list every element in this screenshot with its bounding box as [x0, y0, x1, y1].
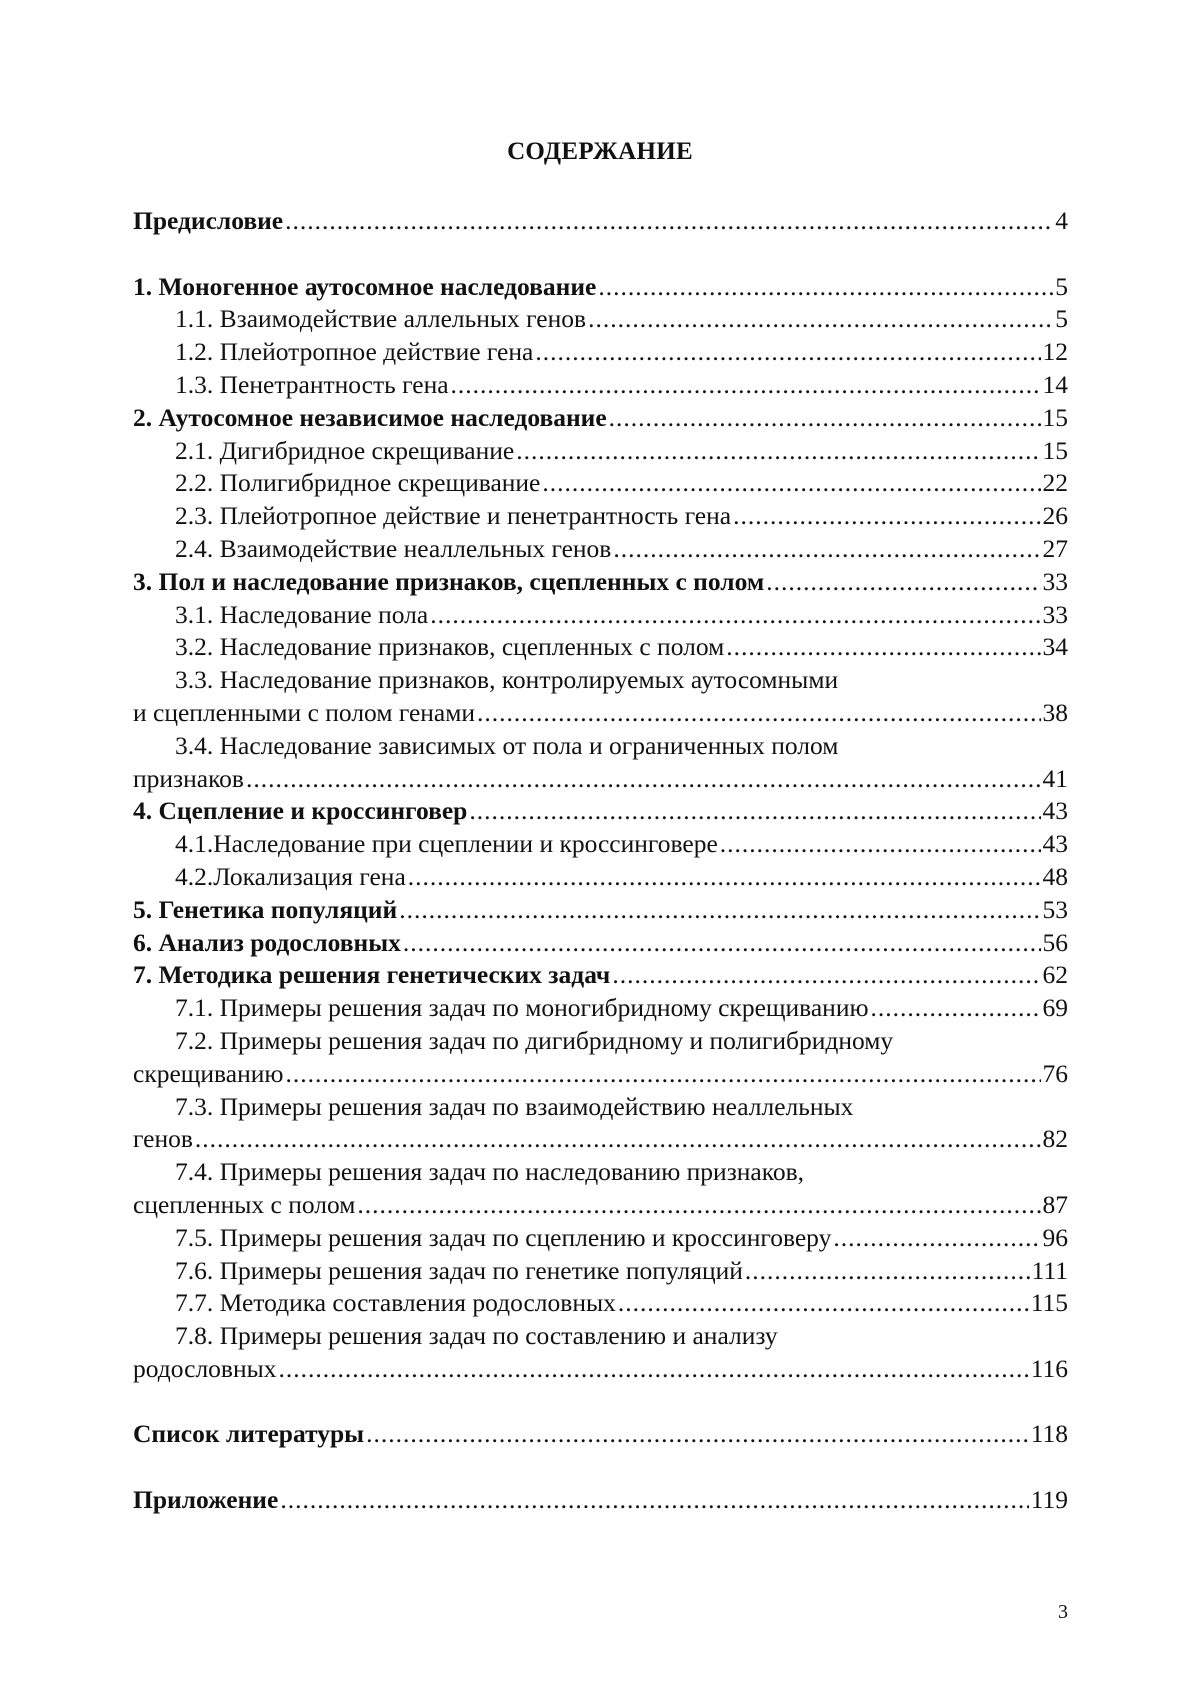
toc-entry-label: 7.2. Примеры решения задач по дигибридному и полигибридному [175, 1025, 894, 1055]
toc-entry [133, 369, 1068, 402]
toc-entry-page: 87 [1042, 1189, 1068, 1219]
toc-entry [133, 303, 1068, 336]
dot-leader [477, 697, 1040, 730]
toc-entry [133, 1287, 1068, 1320]
page-number: 3 [1058, 1601, 1068, 1623]
toc-entry-label: 2. Аутосомное независимое наследование [133, 402, 607, 432]
toc-entry-page: 26 [1042, 501, 1068, 531]
toc-entry [133, 1156, 1068, 1189]
toc-entry-page: 82 [1042, 1124, 1068, 1154]
table-of-contents [133, 205, 1068, 1517]
dot-leader [357, 1189, 1040, 1222]
toc-entry-label: сцепленных с полом [133, 1189, 356, 1219]
dot-leader [598, 271, 1053, 304]
toc-entry-page: 111 [1031, 1255, 1068, 1285]
dot-leader [399, 894, 1040, 927]
dot-leader [766, 566, 1040, 599]
toc-entry-page: 119 [1030, 1485, 1068, 1515]
toc-entry [133, 1189, 1068, 1222]
toc-entry-label: признаков [133, 763, 244, 793]
toc-entry-page: 15 [1042, 435, 1068, 465]
toc-entry-label: 7. Методика решения генетических задач [133, 960, 611, 990]
toc-entry-page: 115 [1030, 1288, 1068, 1318]
toc-entry-page: 5 [1055, 271, 1068, 301]
toc-entry [133, 599, 1068, 632]
toc-entry-label: 1.1. Взаимодействие аллельных генов [175, 304, 587, 334]
toc-entry-label: 1.2. Плейотропное действие гена [175, 337, 534, 367]
toc-entry-label: 7.4. Примеры решения задач по наследованию признаков, [175, 1157, 804, 1187]
toc-entry-page: 69 [1042, 993, 1068, 1023]
toc-entry-label: 3.1. Наследование пола [175, 599, 429, 629]
toc-entry-page: 118 [1030, 1419, 1068, 1449]
dot-leader [871, 992, 1041, 1025]
toc-entry [133, 894, 1068, 927]
dot-leader [516, 435, 1040, 468]
dot-leader [609, 402, 1041, 435]
toc-entry [133, 205, 1068, 238]
toc-entry-label: 3.4. Наследование зависимых от пола и ограниченных полом [175, 730, 839, 760]
dot-leader [726, 631, 1040, 664]
toc-entry-page: 22 [1042, 468, 1068, 498]
toc-entry-page: 34 [1042, 632, 1068, 662]
toc-entry [133, 467, 1068, 500]
toc-entry [133, 435, 1068, 468]
toc-entry [133, 533, 1068, 566]
toc-entry [133, 1123, 1068, 1156]
toc-entry [133, 271, 1068, 304]
toc-entry-page: 41 [1042, 763, 1068, 793]
toc-entry [133, 1091, 1068, 1124]
toc-entry [133, 828, 1068, 861]
toc-entry-page: 43 [1042, 829, 1068, 859]
toc-entry-page: 48 [1042, 861, 1068, 891]
dot-leader [280, 1484, 1028, 1517]
dot-leader [733, 500, 1040, 533]
toc-entry-label: 5. Генетика популяций [133, 894, 398, 924]
toc-entry-label: 4.2.Локализация гена [175, 861, 406, 891]
dot-leader [279, 1353, 1029, 1386]
toc-entry-label: родословных [133, 1353, 277, 1383]
dot-leader [833, 1222, 1040, 1255]
toc-entry [133, 795, 1068, 828]
dot-leader [613, 533, 1040, 566]
toc-entry-page: 5 [1055, 304, 1068, 334]
toc-entry-label: 3.2. Наследование признаков, сцепленных с полом [175, 632, 725, 662]
toc-entry [133, 402, 1068, 435]
toc-entry-page: 14 [1042, 369, 1068, 399]
toc-entry-page: 43 [1042, 796, 1068, 826]
toc-entry-label: Приложение [133, 1485, 279, 1515]
toc-entry-label: 2.1. Дигибридное скрещивание [175, 435, 515, 465]
toc-entry-label: 7.6. Примеры решения задач по генетике популяций [175, 1255, 743, 1285]
dot-leader [542, 467, 1040, 500]
toc-entry-label: генов [133, 1124, 193, 1154]
page-title: СОДЕРЖАНИЕ [507, 138, 693, 165]
toc-entry [133, 697, 1068, 730]
toc-entry [133, 1025, 1068, 1058]
toc-entry [133, 1418, 1068, 1451]
toc-entry-label: скрещиванию [133, 1058, 284, 1088]
toc-entry [133, 763, 1068, 796]
dot-leader [451, 369, 1041, 402]
toc-entry-label: Предисловие [133, 206, 284, 235]
toc-entry-label: 7.8. Примеры решения задач по составлению и анализу [175, 1321, 778, 1351]
toc-entry [133, 566, 1068, 599]
toc-entry-label: 4.1.Наследование при сцеплении и кроссинговере [175, 829, 718, 859]
toc-entry-label: Список литературы [133, 1419, 365, 1449]
dot-leader [285, 205, 1053, 238]
dot-leader [720, 828, 1041, 861]
toc-entry [133, 631, 1068, 664]
toc-entry [133, 861, 1068, 894]
toc-entry [133, 336, 1068, 369]
toc-entry-page: 56 [1042, 927, 1068, 957]
toc-entry-label: 3. Пол и наследование признаков, сцепленных с полом [133, 566, 765, 596]
dot-leader [285, 1058, 1040, 1091]
toc-entry-label: 7.5. Примеры решения задач по сцеплению и кроссинговеру [175, 1222, 832, 1252]
dot-leader [745, 1255, 1030, 1288]
toc-entry-label: 1. Моногенное аутосомное наследование [133, 271, 597, 301]
toc-entry-label: и сцепленными с полом генами [133, 697, 476, 727]
toc-entry-label: 2.4. Взаимодействие неаллельных генов [175, 533, 612, 563]
toc-entry [133, 730, 1068, 763]
toc-entry [133, 1255, 1068, 1288]
toc-entry-label: 7.1. Примеры решения задач по моногибридному скрещиванию [175, 993, 869, 1023]
toc-entry-page: 15 [1042, 402, 1068, 432]
toc-entry-page: 4 [1055, 206, 1068, 235]
dot-leader [430, 599, 1040, 632]
toc-entry-page: 62 [1042, 960, 1068, 990]
toc-entry-page: 33 [1042, 566, 1068, 596]
dot-leader [469, 795, 1040, 828]
dot-leader [612, 959, 1040, 992]
toc-entry [133, 1353, 1068, 1386]
toc-entry-page: 76 [1042, 1058, 1068, 1088]
toc-entry [133, 992, 1068, 1025]
toc-entry-page: 12 [1042, 337, 1068, 367]
toc-entry [133, 959, 1068, 992]
toc-entry [133, 664, 1068, 697]
toc-entry-page: 27 [1042, 533, 1068, 563]
dot-leader [408, 861, 1041, 894]
toc-entry-page: 53 [1042, 894, 1068, 924]
dot-leader [403, 927, 1041, 960]
toc-entry-label: 7.7. Методика составления родословных [175, 1288, 616, 1318]
toc-entry [133, 500, 1068, 533]
toc-entry-page: 96 [1042, 1222, 1068, 1252]
toc-entry-label: 4. Сцепление и кроссинговер [133, 796, 468, 826]
dot-leader [366, 1418, 1029, 1451]
toc-entry [133, 1058, 1068, 1091]
toc-entry-label: 7.3. Примеры решения задач по взаимодействию неаллельных [175, 1091, 854, 1121]
dot-leader [618, 1287, 1029, 1320]
toc-entry-label: 2.2. Полигибридное скрещивание [175, 468, 541, 498]
toc-entry-page: 33 [1042, 599, 1068, 629]
toc-entry-page: 116 [1030, 1353, 1068, 1383]
toc-entry-label: 3.3. Наследование признаков, контролируемых аутосомными [175, 665, 839, 695]
dot-leader [588, 303, 1053, 336]
toc-entry [133, 927, 1068, 960]
toc-entry-label: 2.3. Плейотропное действие и пенетрантность гена [175, 501, 732, 531]
dot-leader [246, 763, 1041, 796]
toc-entry [133, 1222, 1068, 1255]
toc-entry-label: 6. Анализ родословных [133, 927, 401, 957]
dot-leader [195, 1123, 1041, 1156]
toc-entry-label: 1.3. Пенетрантность гена [175, 369, 449, 399]
toc-entry [133, 1484, 1068, 1517]
toc-entry-page: 38 [1042, 697, 1068, 727]
toc-entry [133, 1320, 1068, 1353]
dot-leader [535, 336, 1040, 369]
